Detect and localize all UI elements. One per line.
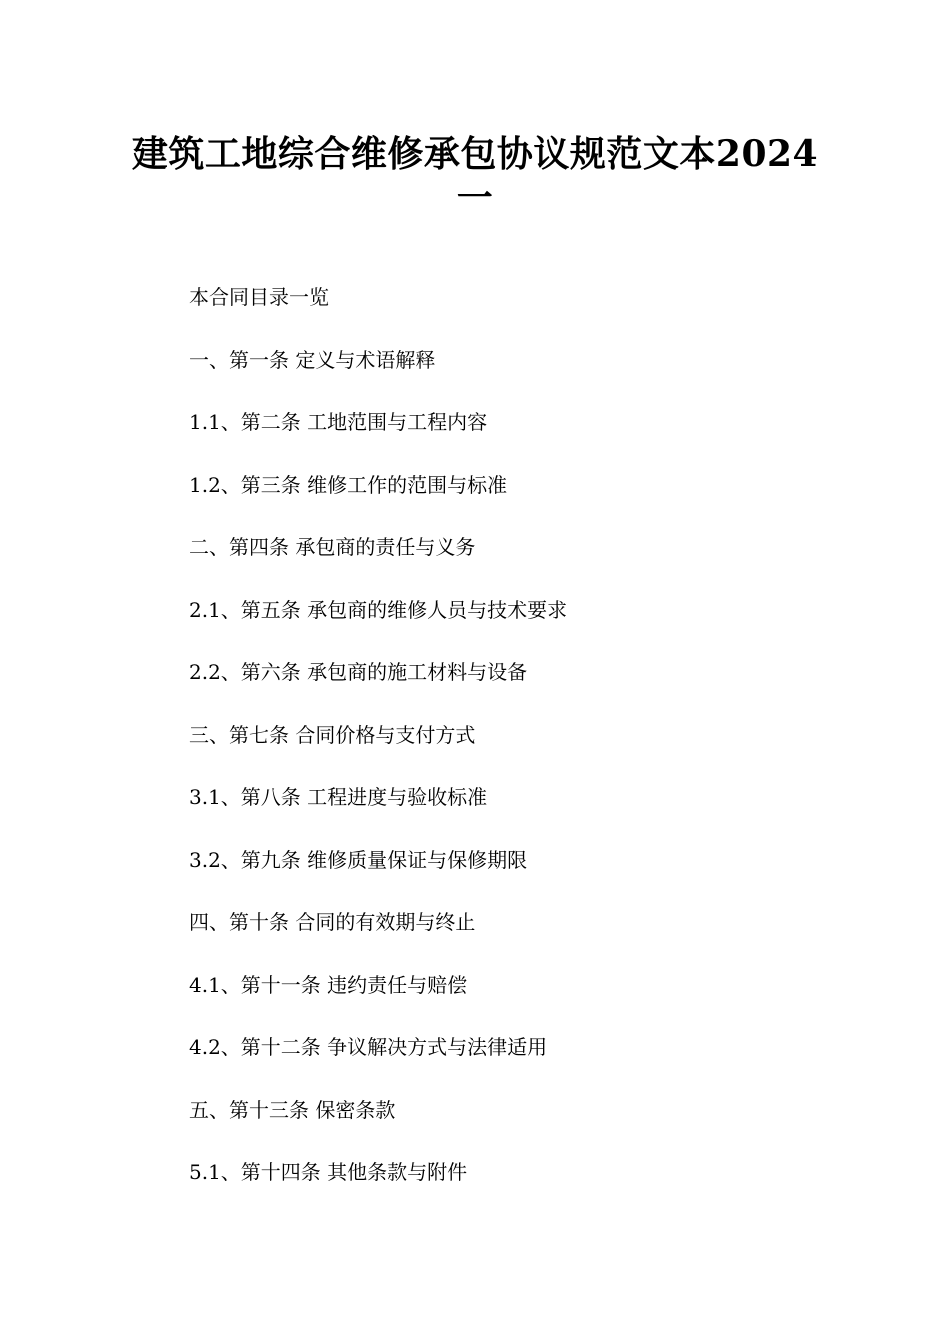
toc-item: 4.2、第十二条 争议解决方式与法律适用 bbox=[189, 1035, 548, 1059]
toc-item: 一、第一条 定义与术语解释 bbox=[189, 347, 436, 372]
toc-item: 3.1、第八条 工程进度与验收标准 bbox=[189, 785, 488, 809]
toc-item: 四、第十条 合同的有效期与终止 bbox=[189, 910, 476, 934]
document-title-line-2: 一 bbox=[456, 177, 494, 219]
toc-item: 1.2、第三条 维修工作的范围与标准 bbox=[189, 472, 508, 497]
toc-item: 3.2、第九条 维修质量保证与保修期限 bbox=[189, 847, 528, 872]
toc-item: 二、第四条 承包商的责任与义务 bbox=[189, 535, 476, 559]
toc-heading: 本合同目录一览 bbox=[189, 285, 329, 309]
toc-item: 五、第十三条 保密条款 bbox=[189, 1097, 396, 1122]
toc-item: 三、第七条 合同价格与支付方式 bbox=[189, 722, 476, 747]
document-title-line-1: 建筑工地综合维修承包协议规范文本2024 bbox=[131, 133, 819, 175]
table-of-contents bbox=[189, 282, 567, 1220]
toc-item: 5.1、第十四条 其他条款与附件 bbox=[189, 1160, 468, 1184]
toc-item: 4.1、第十一条 违约责任与赔偿 bbox=[189, 972, 468, 997]
toc-item: 2.1、第五条 承包商的维修人员与技术要求 bbox=[189, 597, 568, 622]
toc-item: 1.1、第二条 工地范围与工程内容 bbox=[189, 410, 488, 434]
toc-item: 2.2、第六条 承包商的施工材料与设备 bbox=[189, 660, 528, 684]
